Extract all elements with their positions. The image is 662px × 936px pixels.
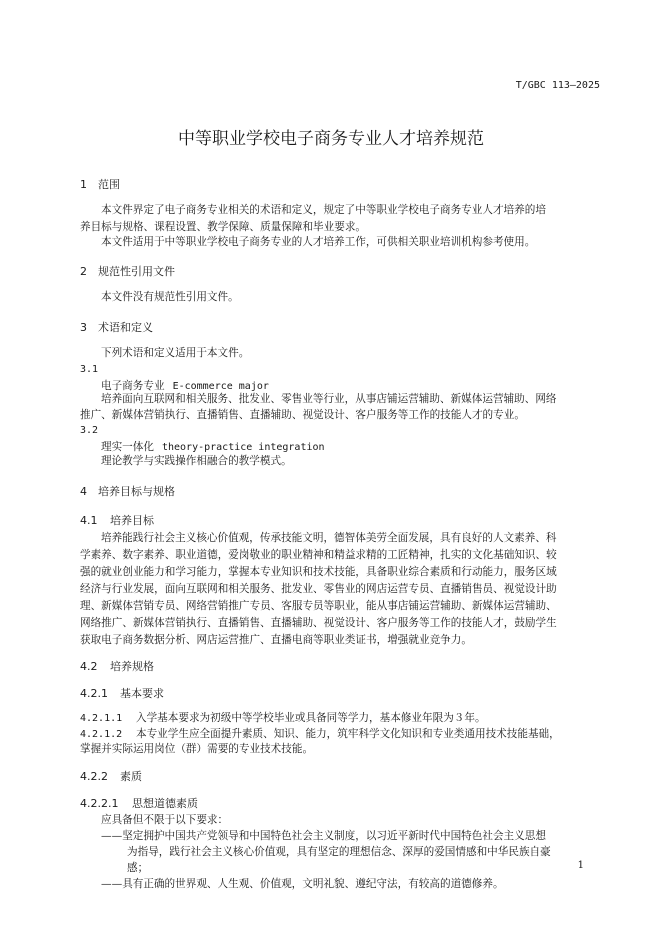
subsection-heading: 4.2 培养规格 <box>80 660 154 673</box>
section-heading: 2 规范性引用文件 <box>80 265 175 278</box>
list-item: ——坚定拥护中国共产党领导和中国特色社会主义制度，以习近平新时代中国特色社会主义思想 <box>101 830 546 842</box>
paragraph-line: 推广、新媒体营销执行、直播销售、直播辅助、视觉设计、客户服务等工作的技能人才的专业。 <box>80 409 525 421</box>
paragraph-line: 理、新媒体营销专员、网络营销推广专员、客服专员等职业，能从事店铺运营辅助、新媒体运营辅助、 <box>80 600 557 612</box>
paragraph-line: 培养面向互联网和相关服务、批发业、零售业等行业，从事店铺运营辅助、新媒体运营辅助、网络 <box>101 393 557 405</box>
paragraph-line: 应具备但不限于以下要求： <box>101 814 229 826</box>
section-heading: 1 范围 <box>80 178 120 191</box>
list-item-continuation: 为指导，践行社会主义核心价值观，具有坚定的理想信念、深厚的爱国情感和中华民族自豪 <box>127 846 551 858</box>
section-heading: 3 术语和定义 <box>80 321 153 334</box>
paragraph-line: 掌握并实际运用岗位（群）需要的专业技术技能。 <box>80 743 314 755</box>
paragraph-line: 获取电子商务数据分析、网店运营推广、直播电商等职业类证书，增强就业竞争力。 <box>80 634 472 646</box>
document-id: T/GBC 113—2025 <box>515 80 600 91</box>
subsection-heading: 4.2.2 素质 <box>80 770 142 783</box>
term-entry: 电子商务专业 E-commerce major <box>101 380 269 392</box>
subsection-heading: 4.1 培养目标 <box>80 514 154 527</box>
paragraph-line: 下列术语和定义适用于本文件。 <box>101 347 250 359</box>
paragraph-line: 理论教学与实践操作相融合的教学模式。 <box>101 455 292 467</box>
term-number: 3.2 <box>80 425 99 436</box>
subsection-heading: 4.2.2.1 思想道德素质 <box>80 797 198 810</box>
term-entry: 理实一体化 theory-practice integration <box>101 441 325 453</box>
paragraph-line: 本文件没有规范性引用文件。 <box>101 291 239 303</box>
paragraph-line: 本文件适用于中等职业学校电子商务专业的人才培养工作，可供相关职业培训机构参考使用。 <box>101 236 536 248</box>
paragraph-line: 养目标与规格、课程设置、教学保障、质量保障和毕业要求。 <box>80 221 367 233</box>
subsection-heading: 4.2.1 基本要求 <box>80 687 164 700</box>
list-item: ——具有正确的世界观、人生观、价值观，文明礼貌、遵纪守法，有较高的道德修养。 <box>101 878 504 890</box>
term-number: 3.1 <box>80 364 99 375</box>
paragraph-line: 本文件界定了电子商务专业相关的术语和定义，规定了中等职业学校电子商务专业人才培养的培 <box>101 204 546 216</box>
page-number: 1 <box>577 860 584 871</box>
paragraph-line: 强的就业创业能力和学习能力，掌握本专业知识和技术技能，具备职业综合素质和行动能力，服务区域 <box>80 566 557 578</box>
list-item-continuation: 感； <box>127 862 149 874</box>
paragraph-line: 网络推广、新媒体营销执行、直播销售、直播辅助、视觉设计、客户服务等工作的技能人才，鼓励学生 <box>80 617 557 629</box>
clause: 4.2.1.1 入学基本要求为初级中等学校毕业或具备同等学力，基本修业年限为３年。 <box>80 712 486 724</box>
section-heading: 4 培养目标与规格 <box>80 485 175 498</box>
paragraph-line: 经济与行业发展，面向互联网和相关服务、批发业、零售业的网店运营专员、直播销售员、视觉设计助 <box>80 583 557 595</box>
page-title: 中等职业学校电子商务专业人才培养规范 <box>178 129 484 149</box>
paragraph-line: 学素养、数字素养、职业道德，爱岗敬业的职业精神和精益求精的工匠精神，扎实的文化基础知识、较 <box>80 549 557 561</box>
paragraph-line: 培养能践行社会主义核心价值观，传承技能文明，德智体美劳全面发展，具有良好的人文素养、科 <box>101 532 557 544</box>
clause: 4.2.1.2 本专业学生应全面提升素质、知识、能力，筑牢科学文化知识和专业类通用技术技能基础， <box>80 728 560 740</box>
